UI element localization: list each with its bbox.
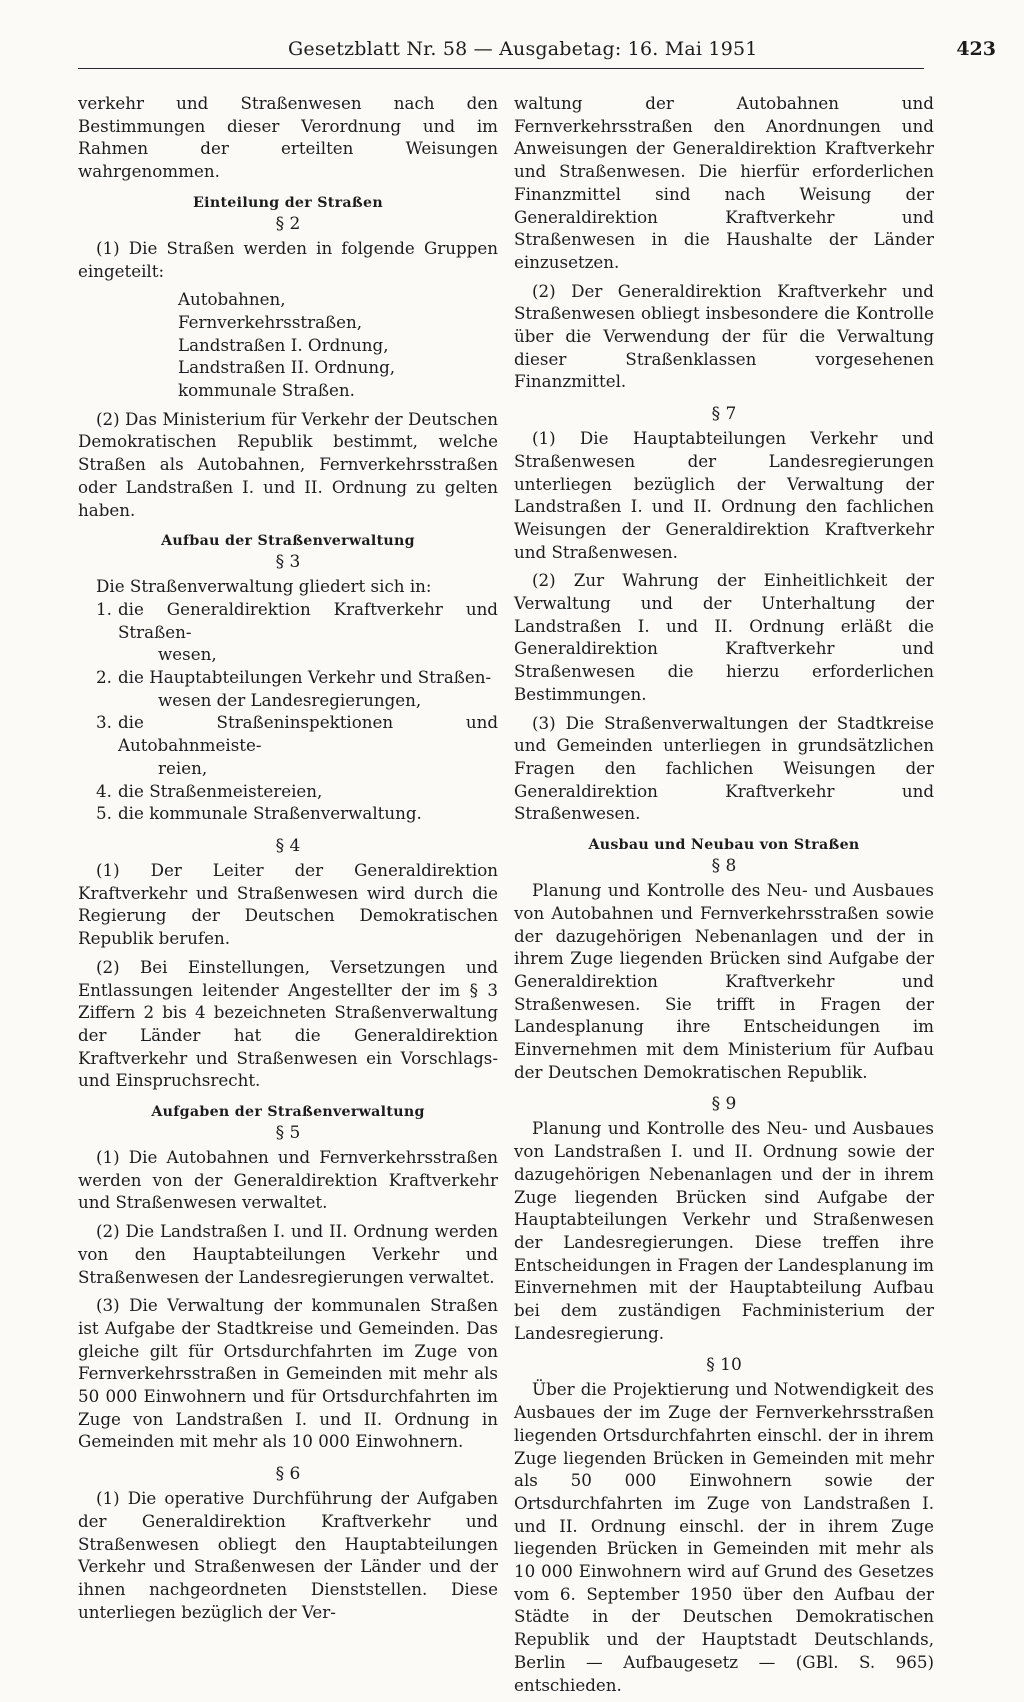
administration-structure-list: [78, 598, 498, 825]
paragraph-number-2: § 2: [275, 213, 301, 234]
section-heading-aufgaben: Aufgaben der Straßenverwaltung: [151, 1104, 425, 1121]
road-groups-list: [178, 288, 498, 402]
s3-intro: Die Straßenverwaltung gliedert sich in:: [96, 576, 432, 597]
s5-subsection-1: (1) Die Autobahnen und Fernverkehrsstraßen werden von der Generaldirektion Kraftverkehr und Straßenwesen verwaltet.: [78, 1147, 498, 1213]
s4-subsection-2: (2) Bei Einstellungen, Versetzungen und Entlassungen leitender Angestellter der im § 3 Ziffern 2 bis 4 bezeichneten Straßenverwaltung der Länder hat die Generaldirektion Kraftverkehr und Straßenwesen ein Vorschlags- und Einspruchsrecht.: [78, 956, 498, 1091]
s6-subsection-1: (1) Die operative Durchführung der Aufgaben der Generaldirektion Kraftverkehr und Straßenwesen obliegt den Hauptabteilungen Verkehr und Straßenwesen der Länder und der ihnen nachgeordneten Dienststellen. Diese unterliegen bezüglich der Ver-: [78, 1488, 498, 1622]
paragraph-number-10: § 10: [706, 1355, 742, 1376]
road-group-item: Landstraßen I. Ordnung,: [178, 334, 389, 355]
list-item: 5. die kommunale Straßenverwaltung.: [96, 803, 422, 824]
section-heading-ausbau: Ausbau und Neubau von Straßen: [588, 837, 860, 854]
section-heading-einteilung: Einteilung der Straßen: [193, 194, 383, 211]
list-item: 1. die Generaldirektion Kraftverkehr und Straßen- wesen,: [96, 598, 498, 665]
s7-subsection-3: (3) Die Straßenverwaltungen der Stadtkreise und Gemeinden unterliegen in grundsätzlichen Fragen den fachlichen Weisungen der Generaldirektion Kraftverkehr und Straßenwesen.: [514, 712, 934, 824]
list-item: 2. die Hauptabteilungen Verkehr und Straßen- wesen der Landesregierungen,: [96, 667, 492, 710]
section-heading-aufbau: Aufbau der Straßenverwaltung: [161, 533, 415, 550]
road-group-item: Autobahnen,: [178, 289, 286, 310]
left-column: [78, 92, 498, 1629]
s5-subsection-3: (3) Die Verwaltung der kommunalen Straßen ist Aufgabe der Stadtkreise und Gemeinden. Das gleiche gilt für Ortsdurchfahrten im Zuge von Fernverkehrsstraßen in Gemeinden mit mehr als 50 000 Einwohnern und für Ortsdurchfahrten im Zuge von Landstraßen I. und II. Ordnung in Gemeinden mit mehr als 10 000 Einwohnern.: [78, 1295, 498, 1452]
s9-text: Planung und Kontrolle des Neu- und Ausbaues von Landstraßen I. und II. Ordnung sowie der dazugehörigen Nebenanlagen und der in ihrem Zuge liegenden Brücken sind Aufgabe der Hauptabteilungen Verkehr und Straßenwesen der Landesregierungen. Diese treffen ihre Entscheidungen in Fragen der Landesplanung im Einvernehmen mit der Hauptabteilung Aufbau bei dem zuständigen Fachministerium der Landesregierung.: [514, 1118, 934, 1343]
paragraph-number-7: § 7: [711, 404, 737, 425]
s7-subsection-1: (1) Die Hauptabteilungen Verkehr und Straßenwesen der Landesregierungen unterliegen bezüglich der Verwaltung der Landstraßen I. und II. Ordnung den fachlichen Weisungen der Generaldirektion Kraftverkehr und Straßenwesen.: [514, 428, 934, 562]
s4-subsection-1: (1) Der Leiter der Generaldirektion Kraftverkehr und Straßenwesen wird durch die Regierung der Deutschen Demokratischen Republik berufen.: [78, 859, 498, 949]
road-group-item: Fernverkehrsstraßen,: [178, 311, 363, 332]
paragraph-number-5: § 5: [275, 1123, 301, 1144]
s8-text: Planung und Kontrolle des Neu- und Ausbaues von Autobahnen und Fernverkehrsstraßen sowie der dazugehörigen Nebenanlagen und der in ihrem Zuge liegenden Brücken sind Aufgabe der Generaldirektion Kraftverkehr und Straßenwesen. Sie trifft in Fragen der Landesplanung ihre Entscheidungen im Einvernehmen mit dem Ministerium für Aufbau der Deutschen Demokratischen Republik.: [514, 880, 934, 1082]
right-column: [514, 92, 934, 1702]
s7-subsection-2: (2) Zur Wahrung der Einheitlichkeit der Verwaltung und der Unterhaltung der Landstraßen I. und II. Ordnung erläßt die Generaldirektion Kraftverkehr und Straßenwesen die hierzu erforderlichen Bestimmungen.: [514, 570, 934, 704]
s2-subsection-1: (1) Die Straßen werden in folgende Gruppen eingeteilt:: [78, 237, 498, 281]
gazette-title: Gesetzblatt Nr. 58 — Ausgabetag: 16. Mai 1951: [288, 38, 758, 60]
paragraph-number-9: § 9: [711, 1094, 737, 1115]
s10-text: Über die Projektierung und Notwendigkeit des Ausbaues der im Zuge der Fernverkehrsstraßen liegenden Ortsdurchfahrten einschl. der in ihrem Zuge liegenden Brücken in Gemeinden mit mehr als 50 000 Einwohnern sowie der Ortsdurchfahrten im Zuge von Landstraßen I. und II. Ordnung einschl. der in ihrem Zuge liegenden Brücken in Gemeinden mit mehr als 10 000 Einwohnern wird auf Grund des Gesetzes vom 6. September 1950 über den Aufbau der Städte in der Deutschen Demokratischen Republik und der Hauptstadt Deutschlands, Berlin — Aufbaugesetz — (GBl. S. 965) entschieden.: [514, 1379, 934, 1695]
page-number: 423: [956, 38, 996, 60]
s6-subsection-2: (2) Der Generaldirektion Kraftverkehr und Straßenwesen obliegt insbesondere die Kontrolle über die Verwendung der für die Verwaltung dieser Straßenklassen vorgesehenen Finanzmittel.: [514, 280, 934, 392]
s5-subsection-2: (2) Die Landstraßen I. und II. Ordnung werden von den Hauptabteilungen Verkehr und Straßenwesen der Landesregierungen verwaltet.: [78, 1221, 498, 1287]
paragraph-number-3: § 3: [275, 552, 301, 573]
paragraph-number-8: § 8: [711, 856, 737, 877]
continued-paragraph: waltung der Autobahnen und Fernverkehrsstraßen den Anordnungen und Anweisungen der Generaldirektion Kraftverkehr und Straßenwesen. Die hierfür erforderlichen Finanzmittel sind nach Weisung der Generaldirektion Kraftverkehr und Straßenwesen in die Haushalte der Länder einzusetzen.: [514, 93, 934, 272]
s2-subsection-2: (2) Das Ministerium für Verkehr der Deutschen Demokratischen Republik bestimmt, welche Straßen als Autobahnen, Fernverkehrsstraßen oder Landstraßen I. und II. Ordnung zu gelten haben.: [78, 408, 498, 520]
paragraph-number-6: § 6: [275, 1464, 301, 1485]
list-item: 3. die Straßeninspektionen und Autobahnmeiste- reien,: [96, 712, 498, 778]
road-group-item: kommunale Straßen.: [178, 380, 355, 401]
page-header: [78, 36, 996, 69]
list-item: 4. die Straßenmeistereien,: [96, 780, 323, 801]
continued-paragraph: verkehr und Straßenwesen nach den Bestimmungen dieser Verordnung und im Rahmen der erteilten Weisungen wahrgenommen.: [78, 93, 498, 182]
road-group-item: Landstraßen II. Ordnung,: [178, 357, 396, 378]
paragraph-number-4: § 4: [275, 835, 301, 856]
